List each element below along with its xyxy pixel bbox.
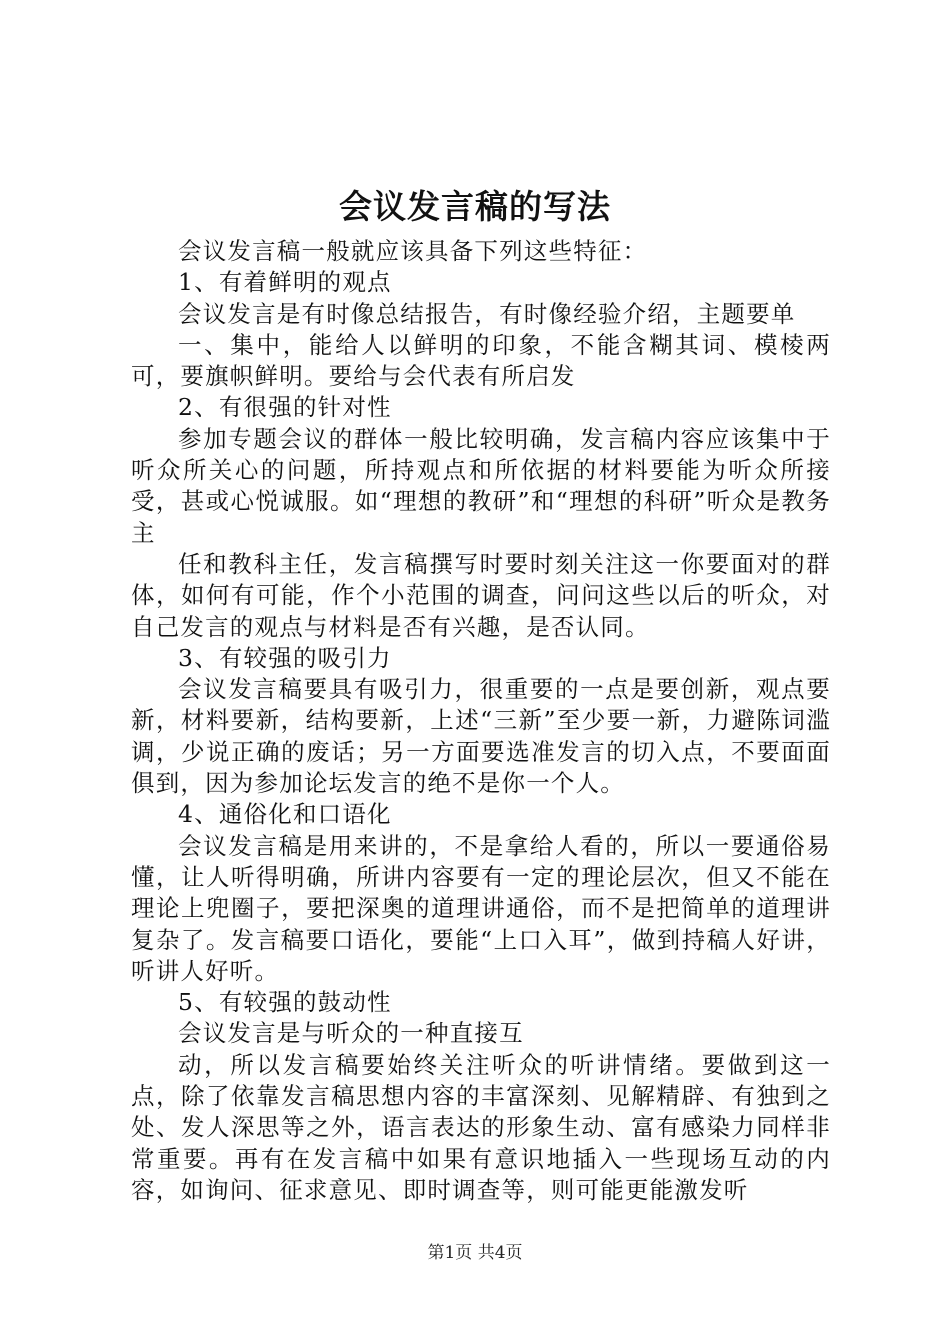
paragraph: 动，所以发言稿要始终关注听众的听讲情绪。要做到这一点，除了依靠发言稿思想内容的丰富深刻、见解精辟、有独到之处、发人深思等之外，语言表达的形象生动、富有感染力同样非常重要。再有在发言稿中如果有意识地插入一些现场互动的内容，如询问、征求意见、即时调查等，则可能更能激发听 [131, 1050, 831, 1204]
paragraph: 一、集中，能给人以鲜明的印象，不能含糊其词、模棱两可，要旗帜鲜明。要给与会代表有所启发 [131, 330, 831, 391]
section-heading: 4、通俗化和口语化 [178, 800, 392, 829]
document-title: 会议发言稿的写法 [339, 187, 611, 226]
paragraph: 会议发言稿是用来讲的，不是拿给人看的，所以一要通俗易懂，让人听得明确，所讲内容要有一定的理论层次，但又不能在理论上兜圈子，要把深奥的道理讲通俗，而不是把简单的道理讲复杂了。发言稿要口语化，要能“上口入耳”，做到持稿人好讲，听讲人好听。 [131, 831, 831, 985]
document-body [131, 236, 831, 1206]
section-heading: 2、有很强的针对性 [178, 393, 392, 422]
page-footer: 第1页 共4页 [427, 1243, 523, 1263]
paragraph: 参加专题会议的群体一般比较明确，发言稿内容应该集中于听众所关心的问题，所持观点和所依据的材料要能为听众所接受，甚或心悦诚服。如“理想的教研”和“理想的科研”听众是教务主 [131, 424, 831, 547]
section-heading: 5、有较强的鼓动性 [178, 988, 392, 1017]
paragraph: 任和教科主任，发言稿撰写时要时刻关注这一你要面对的群体，如何有可能，作个小范围的调查，问问这些以后的听众，对自己发言的观点与材料是否有兴趣，是否认同。 [131, 549, 831, 641]
paragraph: 会议发言是有时像总结报告，有时像经验介绍，主题要单 [178, 299, 796, 328]
section-heading: 3、有较强的吸引力 [178, 643, 392, 672]
paragraph: 会议发言是与听众的一种直接互 [178, 1019, 524, 1048]
paragraph: 会议发言稿一般就应该具备下列这些特征： [178, 237, 648, 265]
section-heading: 1、有着鲜明的观点 [178, 268, 392, 297]
paragraph: 会议发言稿要具有吸引力，很重要的一点是要创新，观点要新，材料要新，结构要新，上述“三新”至少要一新，力避陈词滥调，少说正确的废话；另一方面要选准发言的切入点，不要面面俱到，因为参加论坛发言的绝不是你一个人。 [131, 675, 831, 798]
